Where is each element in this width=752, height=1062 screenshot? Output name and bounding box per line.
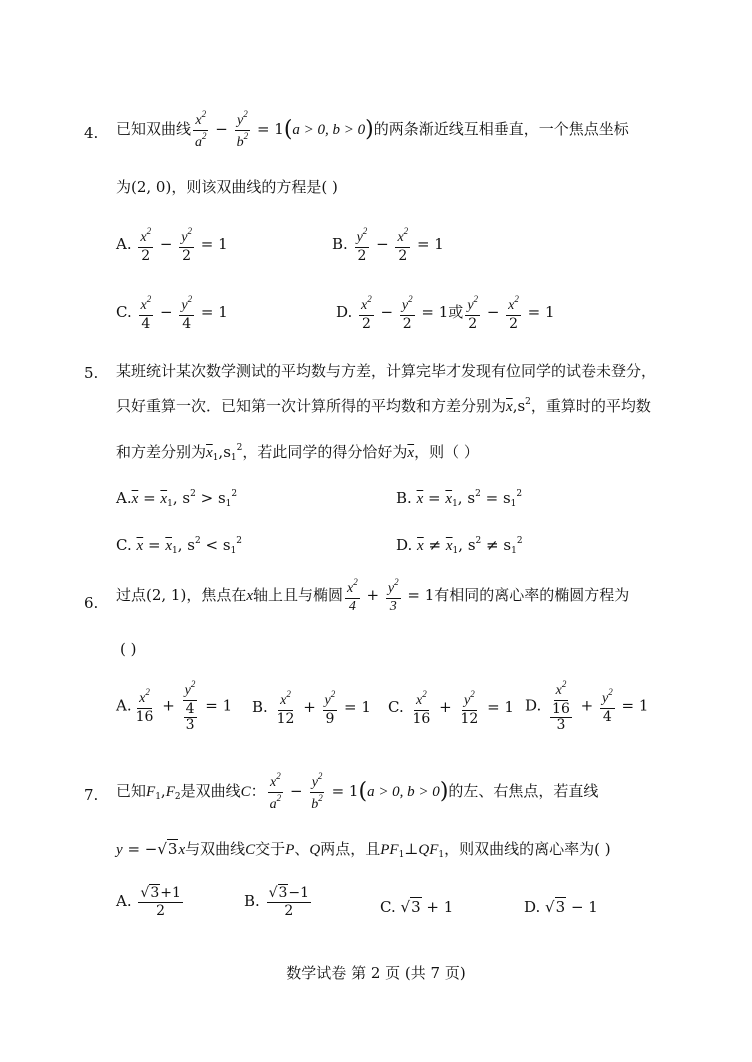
question-stem-line2: 只好重算一次．已知第一次计算所得的平均数和方差分别为$\overline{x},s^2$，重算时的平均数 xyxy=(116,397,651,415)
answer-blank: ( ) xyxy=(120,640,137,658)
option-b: B. $\overline{x} = \overline{x}_1$, $s^2 = s_1^2$ xyxy=(396,489,523,509)
option-d: D. $x^2$ 16 3 + $\frac{y^2}{4}$ = 1 xyxy=(525,679,649,734)
question-stem: 已知双曲线 $\frac{x^2}{a^2}$ − $\frac{y^2}{b^2}$ = 1(a > 0, b > 0)的两条渐近线互相垂直，一个焦点坐标 xyxy=(116,109,629,150)
option-b: B. $\frac{x^2}{12}$ + $\frac{y^2}{9}$ = 1 xyxy=(252,689,371,727)
question-stem: 过点(2, 1)，焦点在x轴上且与椭圆 $\frac{x^2}{4}$ + $\frac{y^2}{3}$ = 1有相同的离心率的椭圆方程为 xyxy=(116,577,630,614)
option-a: A. $\frac{x^2}{2}$ − $\frac{y^2}{2}$ = 1 xyxy=(116,226,228,264)
question-stem: 已知$F_1,F_2$是双曲线C： $\frac{x^2}{a^2}$ − $\frac{y^2}{b^2}$ = 1(a > 0, b > 0)的左、右焦点，若直线 xyxy=(116,771,599,812)
option-c: C. $\overline{x} = \overline{x}_1$, $s^2 < s_1^2$ xyxy=(116,536,243,556)
question-number: 5. xyxy=(84,364,99,382)
question-stem-line2: 为(2, 0)，则该双曲线的方程是( ) xyxy=(116,178,338,196)
question-stem-line3: 和方差分别为$\overline{x}_1,s_1^2$，若此同学的得分恰好为$\overline{x}$，则（ ） xyxy=(116,443,479,463)
option-c: C. √3 + 1 xyxy=(380,898,454,916)
option-a: $A.\overline{x} = \overline{x}_1$, $s^2 > s_1^2$ xyxy=(116,489,238,509)
question-stem-line2: y = −√3x与双曲线C交于P、Q两点，且$PF_1\perp QF_1$，则双曲线的离心率为( ) xyxy=(116,840,611,860)
option-b: B. $\frac{√3-1}{2}$ xyxy=(244,885,310,919)
page-footer: 数学试卷 第 2 页 (共 7 页) xyxy=(286,964,466,982)
option-c: C. $\frac{x^2}{4}$ − $\frac{y^2}{4}$ = 1 xyxy=(116,294,228,332)
question-number: 4. xyxy=(84,124,99,142)
question-number: 6. xyxy=(84,594,99,612)
option-b: B. $\frac{y^2}{2}$ − $\frac{x^2}{2}$ = 1 xyxy=(332,226,444,264)
question-stem-line1: 某班统计某次数学测试的平均数与方差，计算完毕才发现有位同学的试卷未登分， xyxy=(116,362,657,380)
question-number: 7. xyxy=(84,786,99,804)
option-a: A. $\frac{x^2}{16}$ + $y^2$ 4 3 = 1 xyxy=(116,679,233,734)
option-c: C. $\frac{x^2}{16}$ + $\frac{y^2}{12}$ = 1 xyxy=(388,689,514,727)
option-d: D. $\frac{x^2}{2}$ − $\frac{y^2}{2}$ = 1或 $\frac{y^2}{2}$ − $\frac{x^2}{2}$ = 1 xyxy=(336,294,555,332)
option-d: D. √3 − 1 xyxy=(524,898,598,916)
option-d: D. $\overline{x} \ne \overline{x}_1$, $s^2 \ne s_1^2$ xyxy=(396,536,523,556)
option-a: A. $\frac{√3+1}{2}$ xyxy=(116,885,181,919)
